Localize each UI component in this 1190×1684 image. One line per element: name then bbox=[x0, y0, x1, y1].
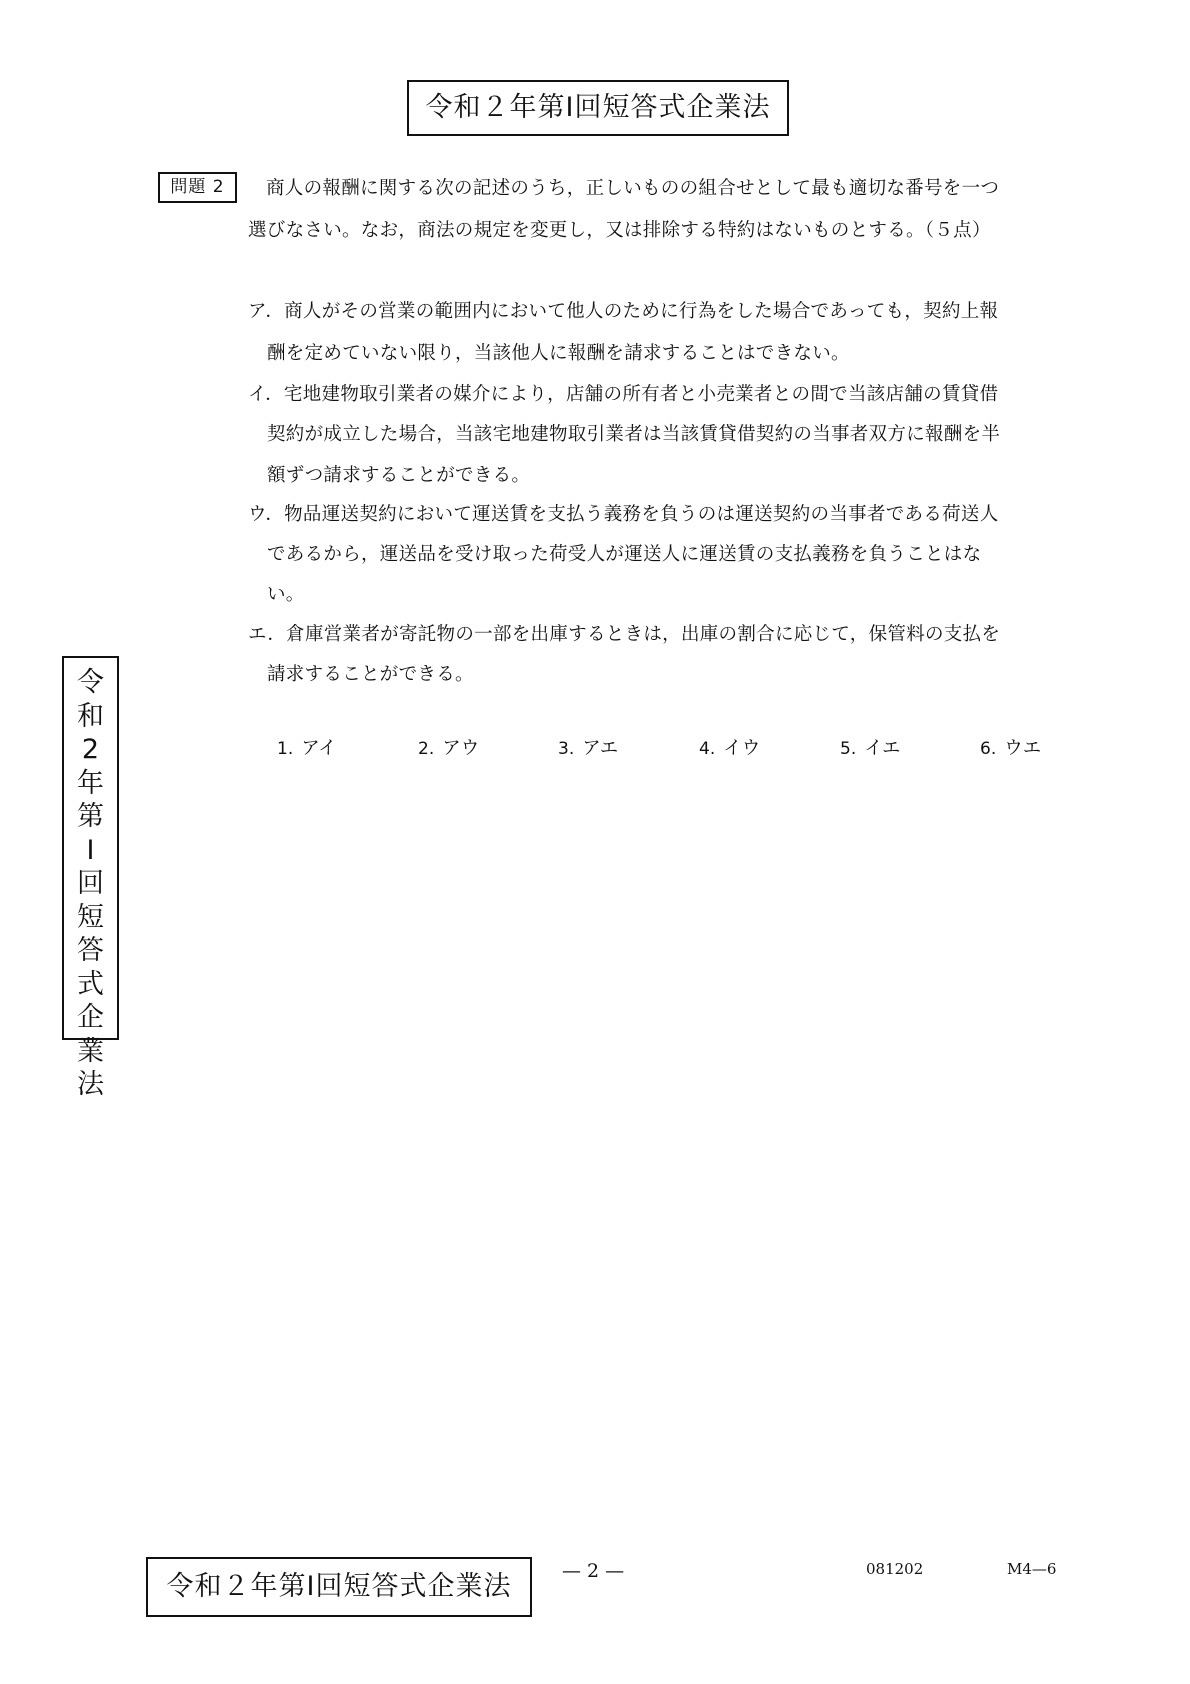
choice-label: アウ bbox=[442, 738, 480, 759]
choice-5[interactable] bbox=[840, 734, 901, 760]
side-title-char: 年 bbox=[77, 767, 104, 799]
choice-label: ウエ bbox=[1004, 738, 1042, 759]
choice-3[interactable] bbox=[558, 734, 618, 760]
side-title-char: 業 bbox=[77, 1035, 104, 1067]
page-title: 令和２年第Ⅰ回短答式企業法 bbox=[407, 80, 789, 136]
choice-number: 6. bbox=[980, 739, 997, 759]
side-title-char: 回 bbox=[77, 868, 104, 899]
statement-line: 酬を定めていない限り，当該他人に報酬を請求することはできない。 bbox=[267, 343, 850, 364]
choice-6[interactable] bbox=[980, 734, 1041, 760]
choice-label: イエ bbox=[864, 738, 901, 759]
side-title-char: 短 bbox=[77, 901, 104, 933]
side-title-char: 答 bbox=[77, 935, 104, 966]
side-title-char: 法 bbox=[77, 1069, 104, 1100]
statement-line: イ．宅地建物取引業者の媒介により，店舗の所有者と小売業者との間で当該店舗の賃貸借 bbox=[248, 384, 999, 405]
statement-line: ア．商人がその営業の範囲内において他人のために行為をした場合であっても，契約上報 bbox=[248, 301, 999, 322]
choice-number: 2. bbox=[418, 739, 435, 759]
choice-1[interactable] bbox=[277, 734, 337, 760]
choice-number: 4. bbox=[699, 739, 716, 759]
statement-line: エ．倉庫営業者が寄託物の一部を出庫するときは，出庫の割合に応じて，保管料の支払を bbox=[248, 624, 1001, 645]
side-vertical-title bbox=[62, 656, 119, 1100]
choice-number: 1. bbox=[277, 739, 294, 759]
statement-line: 契約が成立した場合，当該宅地建物取引業者は当該賃貸借契約の当事者双方に報酬を半 bbox=[267, 424, 1001, 445]
question-text-line-2: 選びなさい。なお，商法の規定を変更し，又は排除する特約はないものとする。（５点） bbox=[248, 220, 991, 241]
side-title-char: 令 bbox=[77, 667, 104, 698]
question-text-line-1: 商人の報酬に関する次の記述のうち，正しいものの組合せとして最も適切な番号を一つ bbox=[266, 178, 1000, 199]
choice-2[interactable] bbox=[418, 734, 479, 760]
side-title-char: 2 bbox=[81, 734, 100, 765]
side-title-char: 企 bbox=[77, 1002, 104, 1033]
footer-title: 令和２年第Ⅰ回短答式企業法 bbox=[146, 1557, 532, 1617]
choice-label: イウ bbox=[723, 738, 761, 759]
exam-code: 081202 bbox=[866, 1560, 924, 1578]
statement-line: 請求することができる。 bbox=[267, 664, 474, 685]
side-title-char: 式 bbox=[77, 968, 104, 1000]
statement-line: であるから，運送品を受け取った荷受人が運送人に運送賃の支払義務を負うことはな bbox=[267, 544, 982, 565]
statement-line: ウ．物品運送契約において運送賃を支払う義務を負うのは運送契約の当事者である荷送人 bbox=[248, 504, 999, 525]
sheet-code: M4—6 bbox=[1007, 1560, 1057, 1578]
side-title-char: 第 bbox=[77, 801, 104, 832]
statement-line: 額ずつ請求することができる。 bbox=[267, 465, 531, 486]
choice-number: 3. bbox=[558, 739, 575, 759]
choice-label: アイ bbox=[301, 738, 337, 759]
question-number-label: 問題 2 bbox=[158, 172, 237, 203]
statement-line: い。 bbox=[267, 584, 305, 605]
side-title-char: Ⅰ bbox=[86, 834, 95, 866]
page-number: — 2 — bbox=[562, 1560, 625, 1582]
choice-4[interactable] bbox=[699, 734, 760, 760]
choice-label: アエ bbox=[582, 738, 619, 759]
choice-number: 5. bbox=[840, 739, 857, 759]
side-title-char: 和 bbox=[77, 700, 104, 732]
